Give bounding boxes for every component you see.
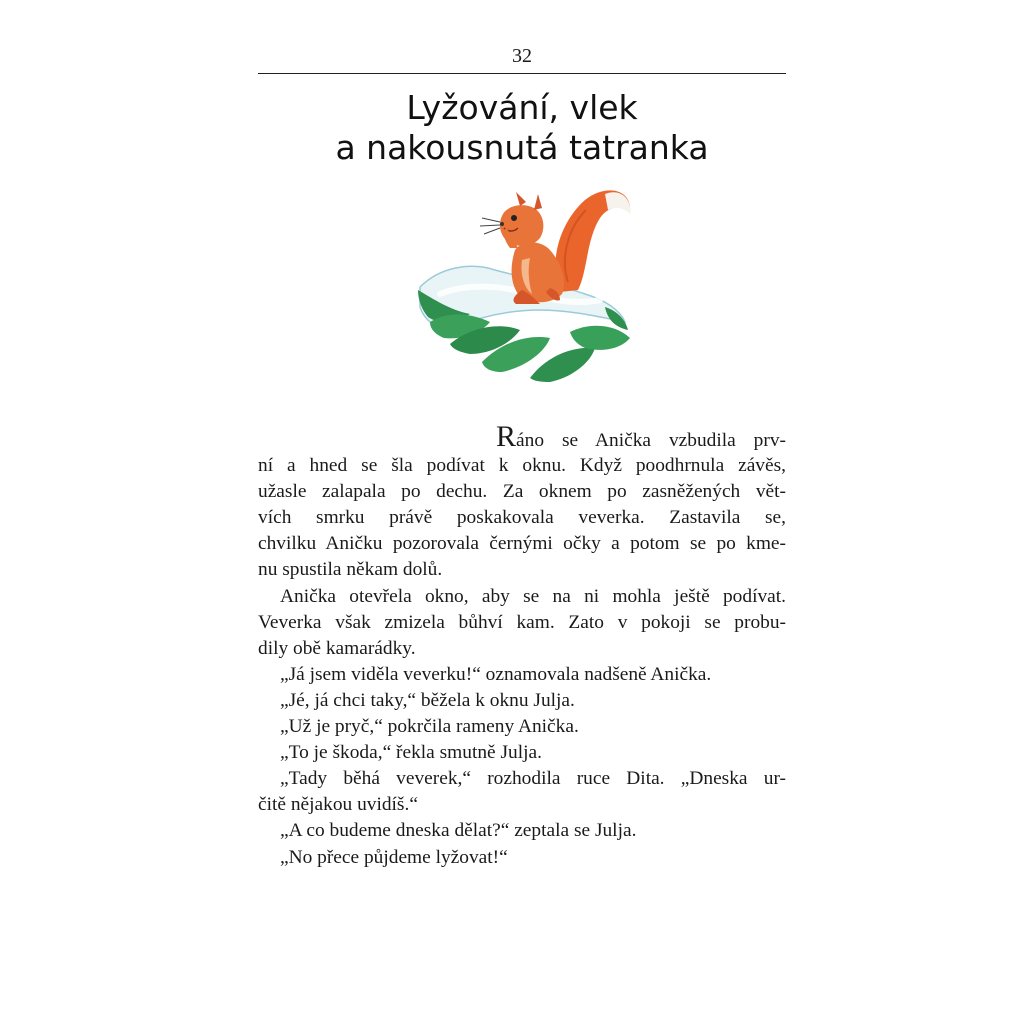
chapter-title: [258, 88, 786, 168]
text-line-2: ní a hned se šla podívat k oknu. Když poodhrnula závěs,: [258, 455, 786, 477]
text-line-15: čitě nějakou uvidíš.“: [258, 794, 418, 816]
header-rule: [258, 73, 786, 74]
chapter-title-line-1: Lyžování, vlek: [406, 88, 638, 127]
text-line-3: užasle zalapala po dechu. Za oknem po zasněžených vět-: [258, 481, 786, 503]
text-line-5: chvilku Aničku pozorovala černými očky a potom se po kme-: [258, 533, 786, 555]
text-line-9: dily obě kamarádky.: [258, 637, 416, 659]
text-line-6: nu spustila někam dolů.: [258, 559, 443, 581]
text-line-1: Ráno se Anička vzbudila prv-: [496, 420, 786, 453]
text-line-14: „Tady běhá veverek,“ rozhodila ruce Dita. „Dneska ur-: [280, 768, 786, 790]
page-number: 32: [512, 45, 532, 67]
text-line-10: „Já jsem viděla veverku!“ oznamovala nadšeně Anička.: [280, 663, 712, 685]
text-line-7: Anička otevřela okno, aby se na ni mohla ještě podívat.: [280, 585, 786, 607]
chapter-title-line-2: a nakousnutá tatranka: [335, 128, 709, 167]
text-line-4: vích smrku právě poskakovala veverka. Zastavila se,: [258, 507, 786, 529]
drop-cap: R: [496, 420, 517, 453]
text-line-8: Veverka však zmizela bůhví kam. Zato v pokoji se probu-: [258, 611, 786, 633]
text-line-11: „Jé, já chci taky,“ běžela k oknu Julja.: [280, 689, 575, 711]
text-line-13: „To je škoda,“ řekla smutně Julja.: [280, 742, 542, 764]
text-line-16: „A co budeme dneska dělat?“ zeptala se Julja.: [280, 820, 637, 842]
text-line-12: „Už je pryč,“ pokrčila rameny Anička.: [280, 716, 579, 738]
body-text: [258, 420, 786, 871]
squirrel-illustration: [410, 182, 640, 392]
text-line-17: „No přece půjdeme lyžovat!“: [280, 846, 508, 868]
